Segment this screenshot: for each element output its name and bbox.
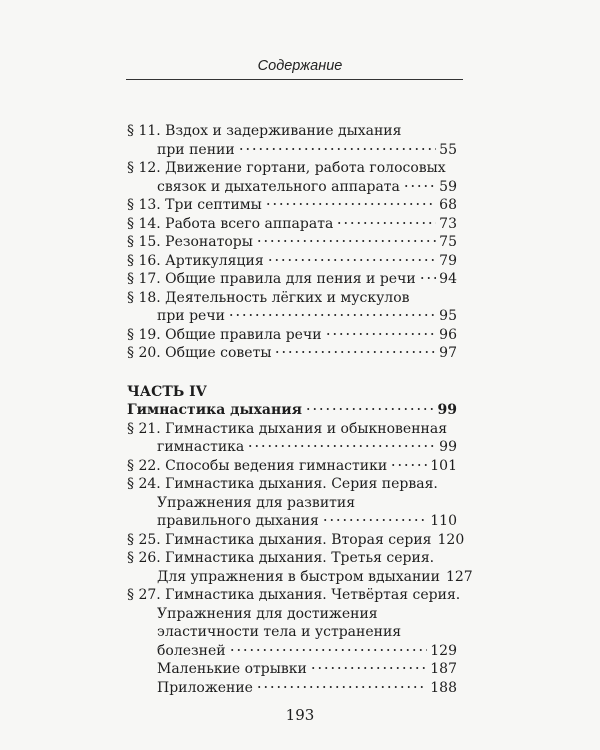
toc-entry-line <box>127 326 457 345</box>
toc-entry-page: 73 <box>439 215 457 232</box>
toc-entry <box>127 196 457 215</box>
appendix-entry-label: Приложение <box>157 679 253 696</box>
toc-entry <box>127 326 457 345</box>
toc-entry-label: Для упражнения в быстром вдыхании <box>157 568 440 585</box>
section-3-entries <box>127 122 457 363</box>
toc-entry-line: § 27. Гимнастика дыхания. Четвёртая серия. <box>127 587 461 603</box>
toc-entry <box>127 586 461 660</box>
leader-dots <box>419 277 437 279</box>
toc-entry-line <box>127 307 457 326</box>
toc-entry-line <box>127 457 457 476</box>
toc-entry-page: 129 <box>430 642 457 659</box>
toc-entry-label: § 16. Артикуляция <box>127 252 264 269</box>
toc-entry-page: 68 <box>439 197 457 213</box>
toc-entry-page: 99 <box>439 439 457 455</box>
toc-entry-label: § 22. Способы ведения гимнастики <box>127 457 388 474</box>
toc-entry-page: 75 <box>439 234 457 250</box>
toc-entry-line <box>127 568 473 587</box>
toc-entry-page: 97 <box>439 345 457 361</box>
toc-entry-label: § 15. Резонаторы <box>127 234 253 250</box>
appendix-entry-page: 187 <box>430 661 457 677</box>
appendix-entries <box>127 660 457 697</box>
toc-entry-page: 94 <box>439 271 457 287</box>
toc-entry-line <box>127 233 457 252</box>
toc-entry-page: 96 <box>439 326 457 343</box>
leader-dots <box>403 185 436 187</box>
toc-entry-label: § 17. Общие правила для пения и речи <box>127 271 416 287</box>
page-number: 193 <box>285 706 315 724</box>
toc-entry-line: эластичности тела и устранения <box>157 624 402 640</box>
toc-entry-label: правильного дыхания <box>157 513 319 529</box>
table-of-contents <box>127 122 473 697</box>
toc-entry-line <box>127 196 457 215</box>
toc-entry <box>127 531 465 550</box>
toc-entry-line: § 18. Деятельность лёгких и мускулов <box>127 289 410 306</box>
toc-entry-label: § 20. Общие советы <box>127 345 272 361</box>
running-header: Содержание <box>257 58 343 74</box>
toc-entry-line <box>127 642 457 661</box>
leader-dots <box>390 464 427 466</box>
toc-entry-line <box>127 270 457 289</box>
toc-entry-label: гимнастика <box>157 439 245 455</box>
leader-dots <box>310 667 427 669</box>
part-title-entry <box>127 401 457 420</box>
toc-entry-label: § 13. Три септимы <box>127 197 262 213</box>
leader-dots <box>305 408 435 410</box>
leader-dots <box>256 240 436 242</box>
leader-dots <box>325 333 437 335</box>
toc-entry <box>127 233 457 252</box>
appendix-entry <box>127 660 457 679</box>
leader-dots <box>274 351 436 353</box>
toc-entry <box>127 215 457 234</box>
header-rule <box>126 79 463 80</box>
toc-entry-line: Упражнения для достижения <box>157 605 378 622</box>
toc-entry-line <box>127 215 457 234</box>
leader-dots <box>229 649 428 651</box>
leader-dots <box>265 203 436 205</box>
leader-dots <box>336 222 436 224</box>
toc-entry-line: § 24. Гимнастика дыхания. Серия первая. <box>127 476 438 492</box>
toc-entry <box>127 270 457 289</box>
toc-entry-line <box>127 178 457 197</box>
toc-entry-line <box>127 438 457 457</box>
toc-entry-page: 120 <box>437 531 465 548</box>
toc-entry-label: § 25. Гимнастика дыхания. Вторая серия <box>127 531 432 548</box>
toc-entry-line <box>127 141 457 160</box>
toc-entry-label: при речи <box>157 308 225 324</box>
toc-entry-label: связок и дыхательного аппарата <box>157 178 400 195</box>
leader-dots <box>238 148 436 150</box>
toc-entry <box>127 159 457 196</box>
toc-entry-label: § 19. Общие правила речи <box>127 326 322 343</box>
toc-entry-line: Упражнения для развития <box>157 494 356 511</box>
toc-entry-line <box>127 344 457 363</box>
toc-entry-page: 55 <box>439 141 457 158</box>
toc-entry <box>127 457 457 476</box>
toc-entry <box>127 475 457 531</box>
toc-entry-line: § 26. Гимнастика дыхания. Третья серия. <box>127 550 435 566</box>
leader-dots <box>228 314 436 316</box>
part-title: Гимнастика дыхания <box>127 402 302 418</box>
leader-dots <box>256 686 427 688</box>
toc-entry-label: § 14. Работа всего аппарата <box>127 215 334 232</box>
appendix-entry-page: 188 <box>430 679 457 696</box>
toc-entry <box>127 344 457 363</box>
toc-entry-page: 79 <box>439 252 457 269</box>
part-title-page: 99 <box>437 402 457 418</box>
toc-entry-line: § 11. Вздох и задерживание дыхания <box>127 123 402 139</box>
leader-dots <box>247 445 436 447</box>
toc-entry-line <box>127 531 465 550</box>
toc-entry-label: болезней <box>157 642 226 659</box>
part-4-entries <box>127 420 473 661</box>
toc-entry <box>127 122 457 159</box>
leader-dots <box>267 259 436 261</box>
toc-entry-line: § 21. Гимнастика дыхания и обыкновенная <box>127 420 448 437</box>
appendix-entry-label: Маленькие отрывки <box>157 661 307 677</box>
section-gap <box>127 363 457 383</box>
toc-entry <box>127 289 457 326</box>
toc-entry-page: 59 <box>439 178 457 195</box>
toc-entry-page: 95 <box>439 308 457 324</box>
toc-entry-label: при пении <box>157 141 235 158</box>
toc-entry-line: § 12. Движение гортани, работа голосовых <box>127 160 446 176</box>
toc-entry <box>127 252 457 271</box>
toc-entry-page: 110 <box>430 513 457 529</box>
toc-entry <box>127 420 457 457</box>
appendix-entry <box>127 679 457 698</box>
part-heading: ЧАСТЬ IV <box>127 383 207 400</box>
toc-entry-page: 101 <box>430 457 457 474</box>
toc-entry <box>127 549 473 586</box>
toc-entry-line <box>127 252 457 271</box>
leader-dots <box>322 519 427 521</box>
toc-entry-page: 127 <box>445 568 473 585</box>
toc-entry-line <box>127 512 457 531</box>
